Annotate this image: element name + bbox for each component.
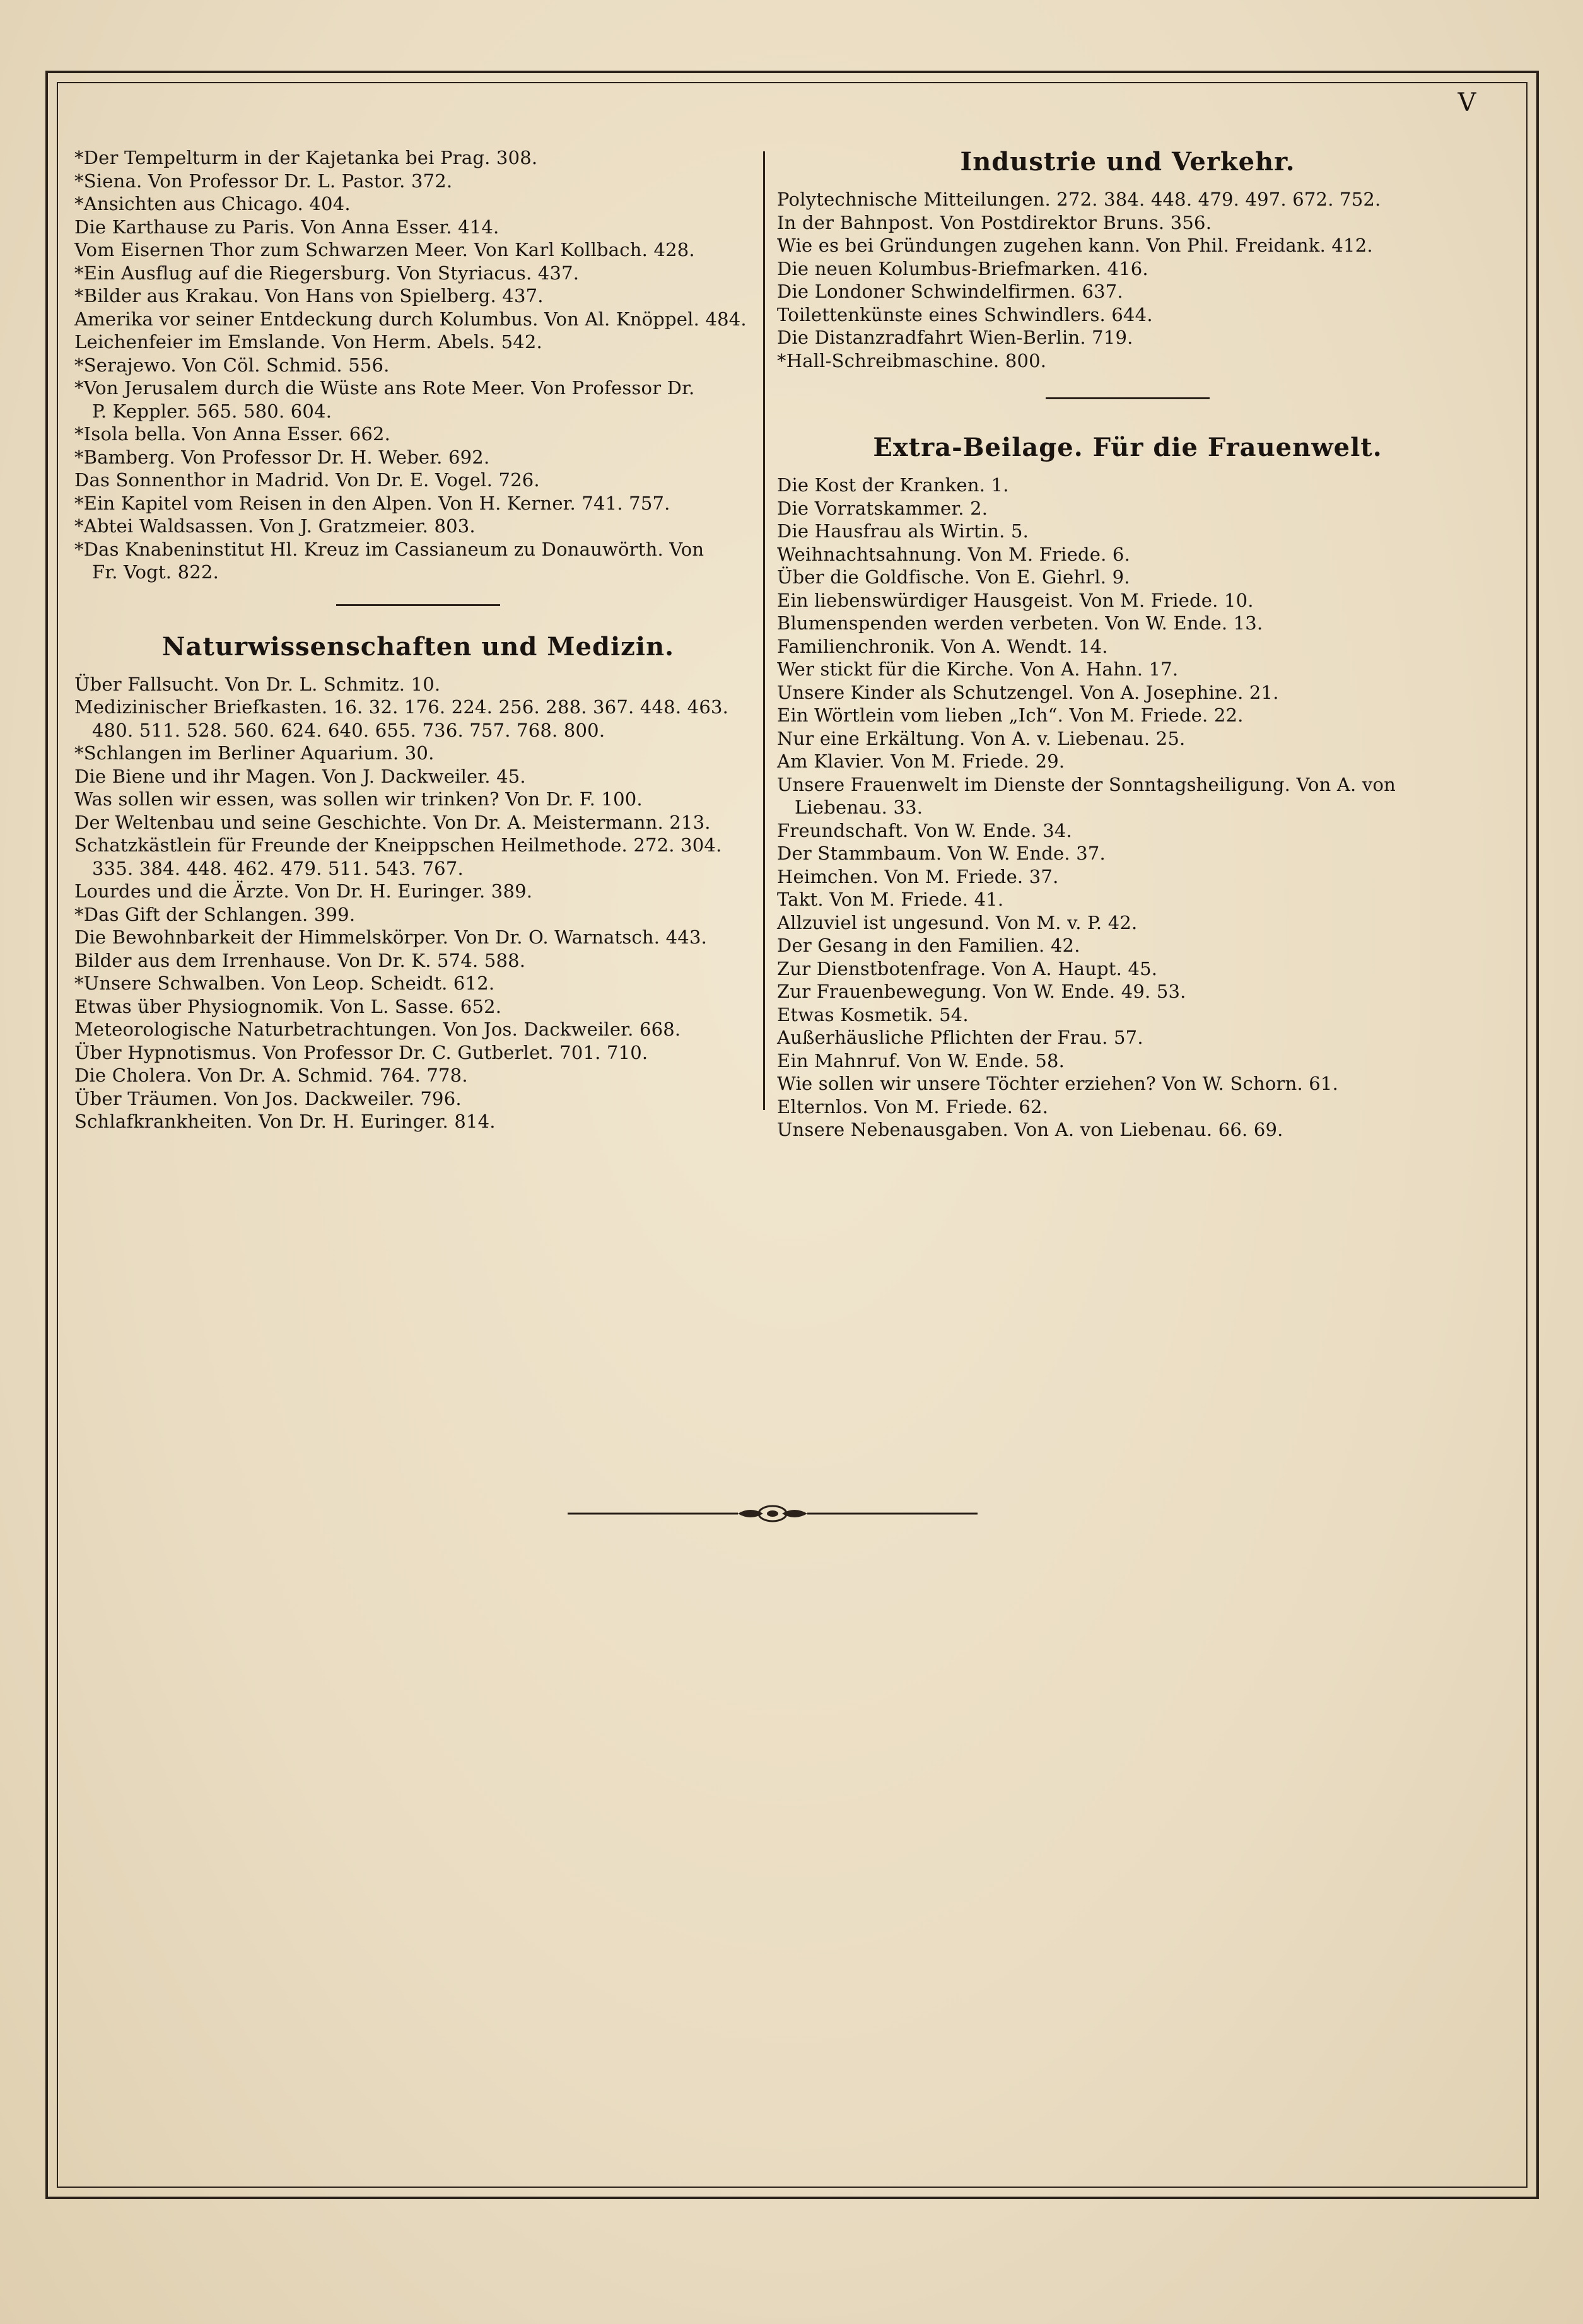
list-item: Etwas Kosmetik. 54.	[777, 1003, 969, 1025]
list-item-continuation: 335. 384. 448. 462. 479. 511. 543. 767.	[92, 857, 464, 879]
list-item: *Schlangen im Berliner Aquarium. 30.	[74, 742, 435, 764]
list-item: Die Vorratskammer. 2.	[777, 497, 988, 519]
list-item: *Bilder aus Krakau. Von Hans von Spielberg. 437.	[74, 285, 544, 307]
list-item: *Der Tempelturm in der Kajetanka bei Prag. 308.	[74, 147, 538, 168]
column-divider	[763, 151, 765, 1110]
list-item: Der Stammbaum. Von W. Ende. 37.	[777, 843, 1106, 864]
list-item-continuation: Fr. Vogt. 822.	[92, 561, 219, 583]
list-item: Meteorologische Naturbetrachtungen. Von Jos. Dackweiler. 668.	[74, 1019, 681, 1040]
list-item: Schatzkästlein für Freunde der Kneippschen Heilmethode. 272. 304.	[74, 834, 722, 856]
list-item: *Das Gift der Schlangen. 399.	[74, 903, 356, 925]
list-item: Elternlos. Von M. Friede. 62.	[777, 1095, 1049, 1118]
list-item: Unsere Kinder als Schutzengel. Von A. Josephine. 21.	[777, 681, 1279, 703]
list-item: *Von Jerusalem durch die Wüste ans Rote Meer. Von Professor Dr.	[74, 377, 695, 399]
list-item: Was sollen wir essen, was sollen wir trinken? Von Dr. F. 100.	[74, 788, 643, 810]
ornament-divider-icon	[568, 1501, 978, 1526]
list-item: *Abtei Waldsassen. Von J. Gratzmeier. 803.	[74, 515, 476, 537]
list-item: *Isola bella. Von Anna Esser. 662.	[74, 423, 391, 445]
list-item: *Unsere Schwalben. Von Leop. Scheidt. 612.	[74, 972, 495, 994]
list-item: *Siena. Von Professor Dr. L. Pastor. 372.	[74, 170, 453, 192]
left-entries-section	[74, 673, 762, 1133]
list-item: Medizinischer Briefkasten. 16. 32. 176. 224. 256. 288. 367. 448. 463.	[74, 696, 729, 718]
list-item: Allzuviel ist ungesund. Von M. v. P. 42.	[777, 911, 1138, 933]
list-item: Ein Mahnruf. Von W. Ende. 58.	[777, 1049, 1065, 1071]
list-item: Ein liebenswürdiger Hausgeist. Von M. Friede. 10.	[777, 589, 1254, 611]
list-item: Nur eine Erkältung. Von A. v. Liebenau. 25.	[777, 727, 1186, 749]
list-item: Über die Goldfische. Von E. Giehrl. 9.	[777, 566, 1130, 588]
list-item: Die Hausfrau als Wirtin. 5.	[777, 520, 1029, 542]
list-item: Ein Wörtlein vom lieben „Ich“. Von M. Friede. 22.	[777, 704, 1244, 726]
list-item-continuation: P. Keppler. 565. 580. 604.	[92, 400, 332, 422]
list-item: Wie sollen wir unsere Töchter erziehen? Von W. Schorn. 61.	[777, 1073, 1338, 1094]
list-item: *Bamberg. Von Professor Dr. H. Weber. 692.	[74, 446, 490, 468]
list-item-continuation: Liebenau. 33.	[795, 797, 923, 818]
list-item: Wie es bei Gründungen zugehen kann. Von Phil. Freidank. 412.	[777, 235, 1373, 256]
list-item: *Serajewo. Von Cöl. Schmid. 556.	[74, 354, 390, 376]
right-entries-section2	[777, 474, 1478, 1142]
list-item: Der Weltenbau und seine Geschichte. Von Dr. A. Meistermann. 213.	[74, 811, 711, 833]
list-item: Schlafkrankheiten. Von Dr. H. Euringer. 814.	[74, 1111, 496, 1132]
list-item: Wer stickt für die Kirche. Von A. Hahn. 17.	[777, 658, 1179, 680]
section-title-industrie: Industrie und Verkehr.	[960, 147, 1295, 177]
list-item: Vom Eisernen Thor zum Schwarzen Meer. Von Karl Kollbach. 428.	[74, 239, 695, 260]
list-item: *Hall-Schreibmaschine. 800.	[777, 349, 1047, 371]
list-item: Takt. Von M. Friede. 41.	[777, 889, 1004, 910]
list-item: Die Londoner Schwindelfirmen. 637.	[777, 281, 1123, 302]
section-title-naturwissenschaften: Naturwissenschaften und Medizin.	[161, 631, 675, 662]
list-item: *Das Knabeninstitut Hl. Kreuz im Cassianeum zu Donauwörth. Von	[74, 538, 704, 560]
list-item: Die Karthause zu Paris. Von Anna Esser. 414.	[74, 216, 499, 238]
list-item-continuation: 480. 511. 528. 560. 624. 640. 655. 736. 757. 768. 800.	[92, 719, 605, 741]
list-item: Der Gesang in den Familien. 42.	[777, 935, 1080, 956]
list-item: Zur Dienstbotenfrage. Von A. Haupt. 45.	[777, 957, 1158, 979]
list-item: Freundschaft. Von W. Ende. 34.	[777, 819, 1072, 841]
list-item: Bilder aus dem Irrenhause. Von Dr. K. 574. 588.	[74, 949, 526, 971]
left-column	[74, 146, 762, 1133]
right-column	[777, 146, 1478, 1142]
page-number: V	[1457, 88, 1476, 117]
list-item: Familienchronik. Von A. Wendt. 14.	[777, 635, 1108, 657]
list-item: Außerhäusliche Pflichten der Frau. 57.	[777, 1027, 1143, 1048]
right-entries-section1	[777, 188, 1478, 372]
section-separator	[336, 604, 500, 606]
list-item: Blumenspenden werden verbeten. Von W. Ende. 13.	[777, 612, 1263, 634]
list-item: *Ein Ausflug auf die Riegersburg. Von Styriacus. 437.	[74, 262, 580, 284]
section-separator	[1046, 397, 1210, 399]
list-item: Leichenfeier im Emslande. Von Herm. Abels. 542.	[74, 331, 542, 353]
list-item: Lourdes und die Ärzte. Von Dr. H. Euringer. 389.	[74, 880, 533, 902]
list-item: Die neuen Kolumbus-Briefmarken. 416.	[777, 257, 1148, 279]
list-item: Weihnachtsahnung. Von M. Friede. 6.	[777, 543, 1130, 565]
list-item: Über Hypnotismus. Von Professor Dr. C. Gutberlet. 701. 710.	[74, 1041, 648, 1063]
list-item: Amerika vor seiner Entdeckung durch Kolumbus. Von Al. Knöppel. 484.	[74, 308, 747, 330]
list-item: Unsere Frauenwelt im Dienste der Sonntagsheiligung. Von A. von	[777, 773, 1396, 795]
list-item: Zur Frauenbewegung. Von W. Ende. 49. 53.	[777, 981, 1186, 1002]
list-item: Etwas über Physiognomik. Von L. Sasse. 652.	[74, 995, 502, 1017]
list-item: Die Cholera. Von Dr. A. Schmid. 764. 778.	[74, 1065, 468, 1086]
list-item: Die Kost der Kranken. 1.	[777, 474, 1009, 496]
list-item: Polytechnische Mitteilungen. 272. 384. 448. 479. 497. 672. 752.	[777, 189, 1381, 210]
list-item: Über Träumen. Von Jos. Dackweiler. 796.	[74, 1087, 462, 1109]
list-item: Die Distanzradfahrt Wien-Berlin. 719.	[777, 327, 1133, 348]
list-item: Toilettenkünste eines Schwindlers. 644.	[777, 303, 1153, 325]
list-item: Die Biene und ihr Magen. Von J. Dackweiler. 45.	[74, 765, 526, 787]
list-item: Unsere Nebenausgaben. Von A. von Liebenau. 66. 69.	[777, 1119, 1283, 1140]
left-entries-top	[74, 146, 762, 584]
list-item: Die Bewohnbarkeit der Himmelskörper. Von Dr. O. Warnatsch. 443.	[74, 926, 708, 948]
list-item: *Ein Kapitel vom Reisen in den Alpen. Von H. Kerner. 741. 757.	[74, 492, 670, 514]
list-item: Am Klavier. Von M. Friede. 29.	[777, 750, 1065, 772]
list-item: Heimchen. Von M. Friede. 37.	[777, 865, 1059, 887]
list-item: Das Sonnenthor in Madrid. Von Dr. E. Vogel. 726.	[74, 469, 540, 491]
list-item: *Ansichten aus Chicago. 404.	[74, 193, 351, 214]
section-title-extra-beilage: Extra-Beilage. Für die Frauenwelt.	[873, 433, 1382, 462]
list-item: Über Fallsucht. Von Dr. L. Schmitz. 10.	[74, 673, 441, 695]
list-item: In der Bahnpost. Von Postdirektor Bruns. 356.	[777, 211, 1212, 233]
